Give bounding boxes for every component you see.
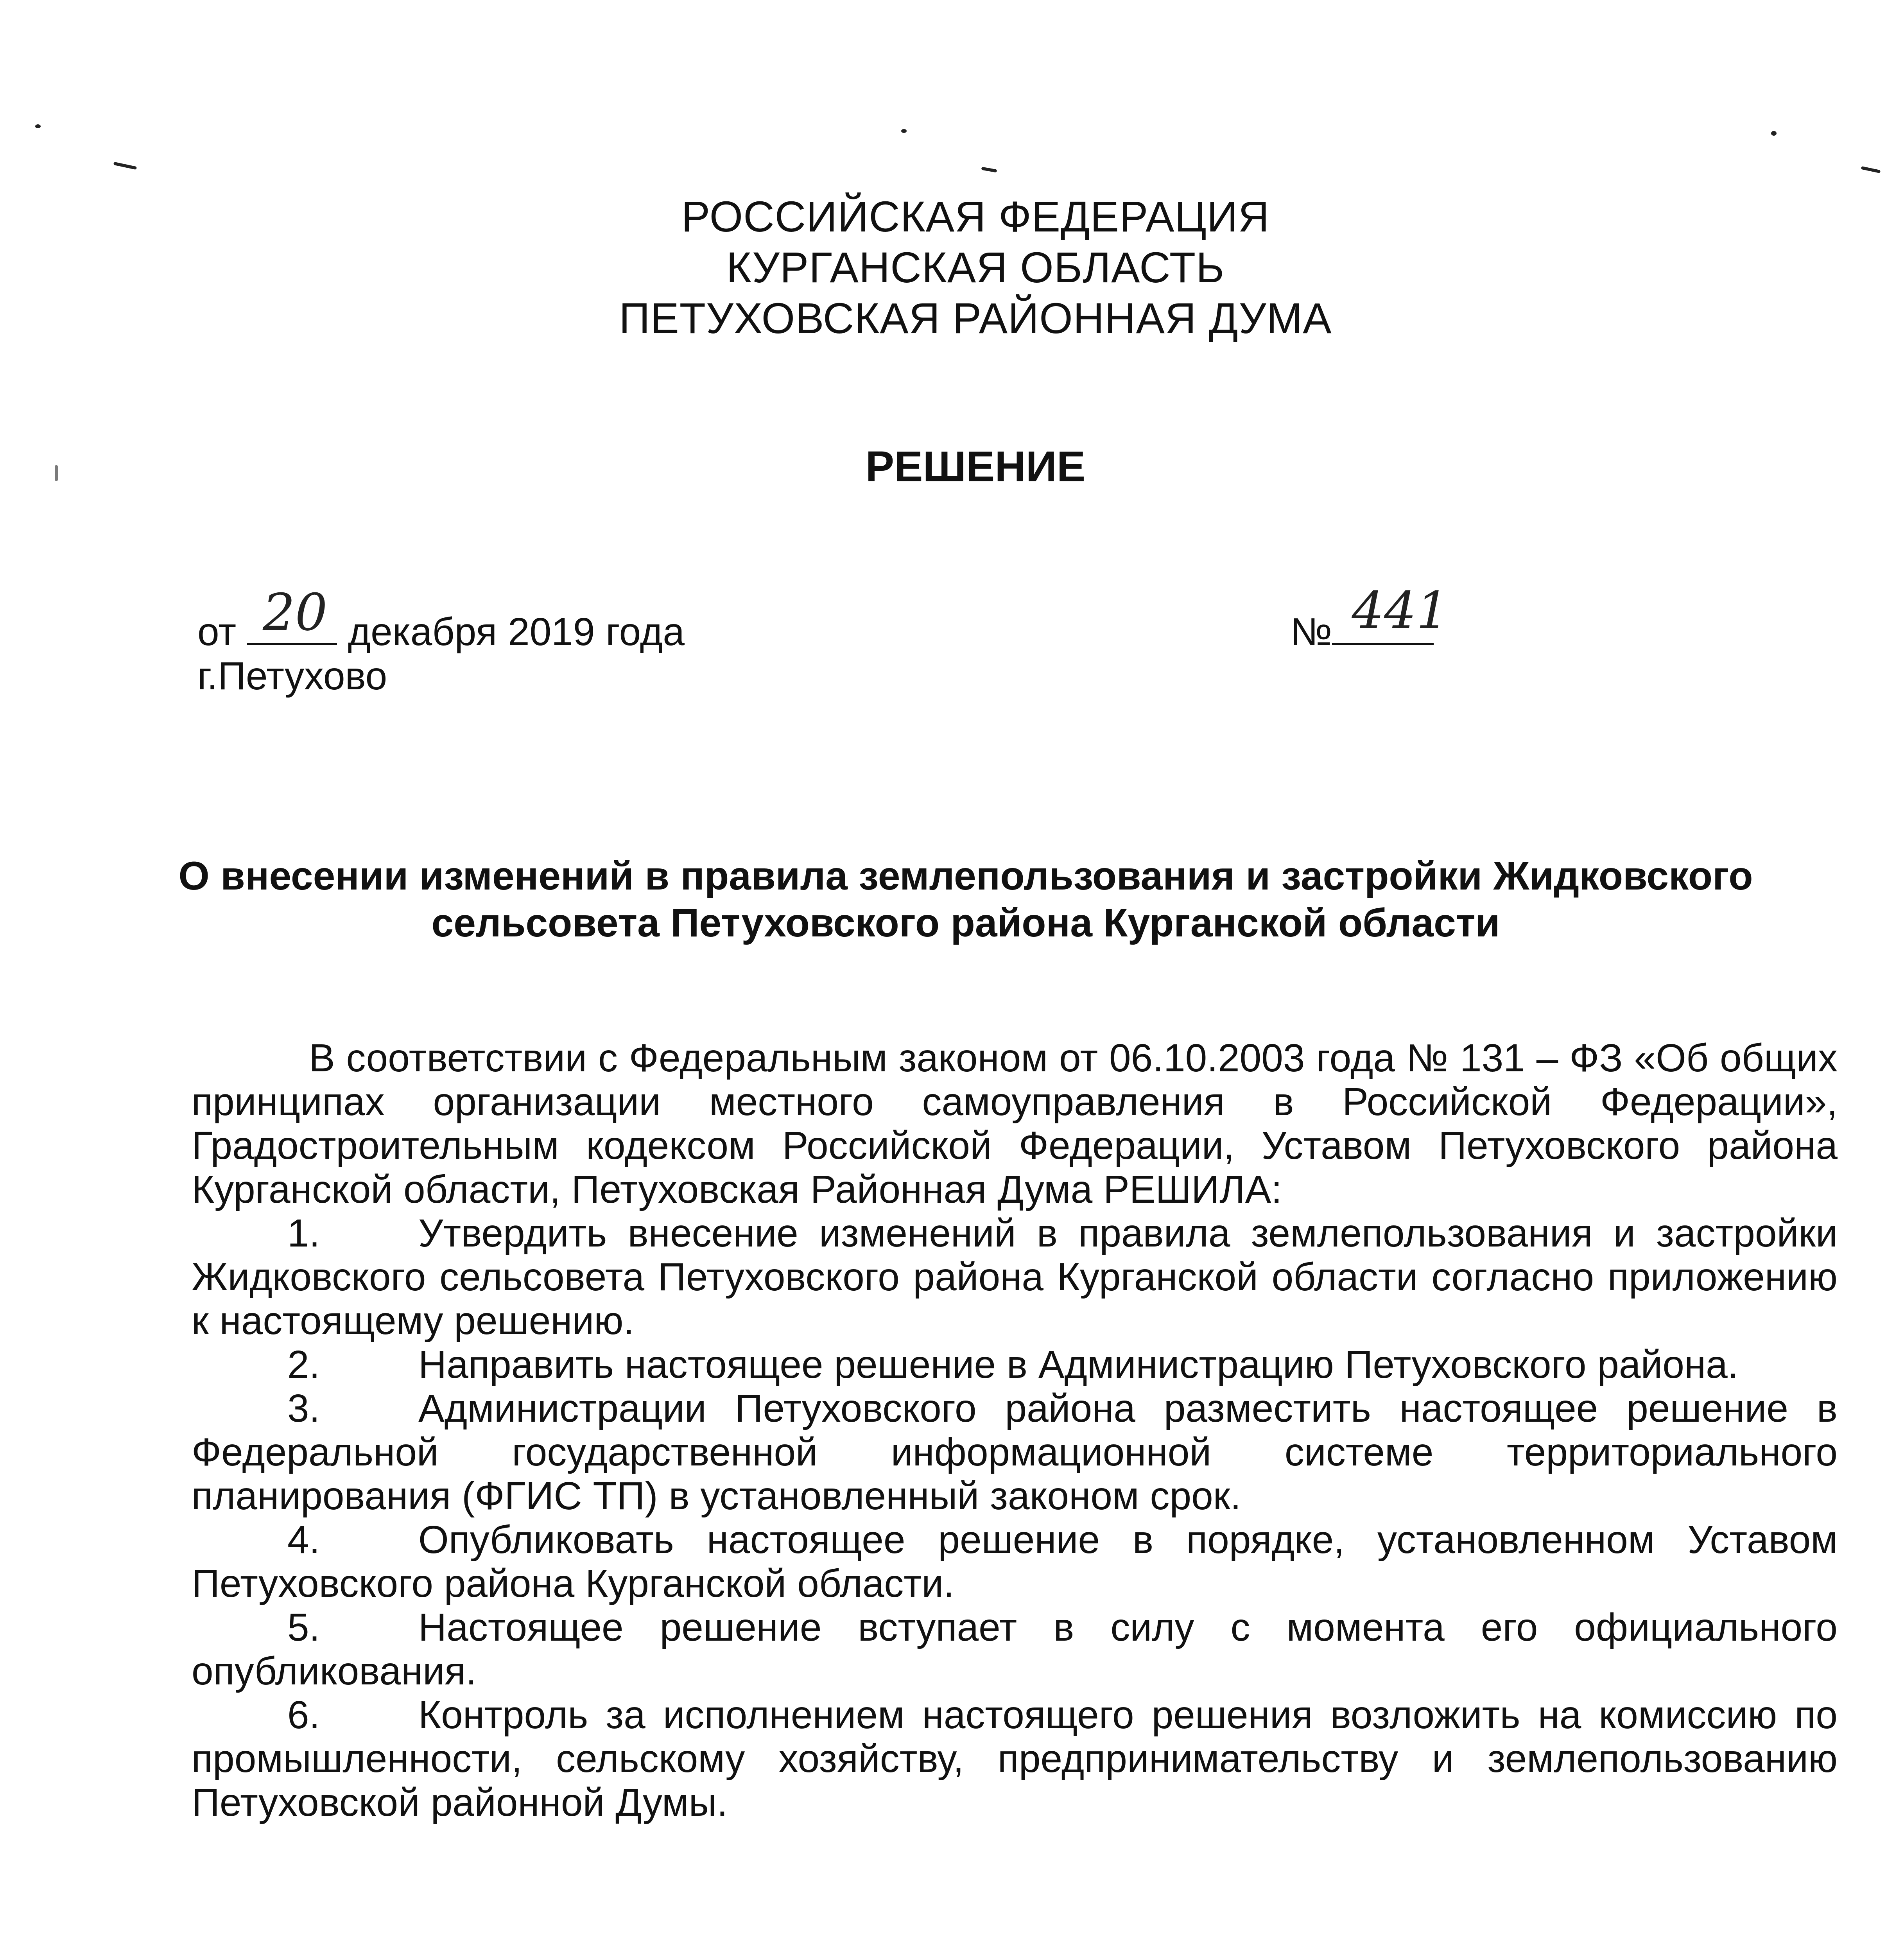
scan-speck xyxy=(113,162,137,170)
list-item xyxy=(192,1343,1838,1386)
list-item xyxy=(192,1386,1838,1518)
item-text: Администрации Петуховского района разместить настоящее решение в Федеральной государственной информационной системе территориального планирования (ФГИС ТП) в установленный законом срок. xyxy=(192,1386,1838,1518)
item-text: Контроль за исполнением настоящего решения возложить на комиссию по промышленности, сельскому хозяйству, предпринимательству и землепользованию Петуховской районной Думы. xyxy=(192,1693,1838,1824)
place: г.Петухово xyxy=(197,654,387,698)
decision-date xyxy=(197,583,685,655)
item-number: 4. xyxy=(287,1518,320,1562)
item-number: 2. xyxy=(287,1343,320,1386)
number-label: № xyxy=(1290,610,1332,654)
date-rest: декабря 2019 года xyxy=(348,610,685,654)
date-prefix: от xyxy=(197,610,237,654)
list-item xyxy=(192,1605,1838,1693)
date-day-field xyxy=(247,583,337,645)
item-text: Опубликовать настоящее решение в порядке, установленном Уставом Петуховского района Курганской области. xyxy=(192,1518,1838,1605)
number-handwritten: 441 xyxy=(1352,581,1449,640)
header-country: РОССИЙСКАЯ ФЕДЕРАЦИЯ xyxy=(681,193,1270,241)
item-text: Утвердить внесение изменений в правила землепользования и застройки Жидковского сельсовета Петуховского района Курганской области согласно приложению к настоящему решению. xyxy=(192,1211,1838,1343)
item-number: 5. xyxy=(287,1605,320,1649)
header-council: ПЕТУХОВСКАЯ РАЙОННАЯ ДУМА xyxy=(619,294,1332,343)
scan-speck xyxy=(1771,131,1777,136)
date-day-handwritten: 20 xyxy=(263,583,328,642)
list-item xyxy=(192,1211,1838,1343)
item-number: 6. xyxy=(287,1693,320,1737)
items-list xyxy=(192,1211,1838,1824)
decision-body xyxy=(192,1036,1838,1824)
title-line-1: О внесении изменений в правила землепользования и застройки Жидковского xyxy=(178,854,1753,898)
item-text: Направить настоящее решение в Администрацию Петуховского района. xyxy=(418,1343,1739,1386)
header-region: КУРГАНСКАЯ ОБЛАСТЬ xyxy=(726,244,1225,292)
list-item xyxy=(192,1693,1838,1824)
scan-speck xyxy=(1861,166,1881,173)
item-number: 1. xyxy=(287,1211,320,1255)
scan-speck xyxy=(35,124,41,128)
item-text: Настоящее решение вступает в силу с момента его официального опубликования. xyxy=(192,1605,1838,1693)
title-line-2: сельсовета Петуховского района Курганской области xyxy=(431,900,1500,945)
scan-speck xyxy=(901,129,907,133)
decision-number xyxy=(1290,581,1449,655)
list-item xyxy=(192,1518,1838,1605)
document-type: РЕШЕНИЕ xyxy=(865,443,1086,491)
number-field xyxy=(1332,581,1449,645)
preamble: В соответствии с Федеральным законом от 06.10.2003 года № 131 – ФЗ «Об общих принципах организации местного самоуправления в Российской Федерации», Градостроительным кодексом Российской Федерации, Уставом Петуховского района Курганской области, Петуховская Районная Дума РЕШИЛА: xyxy=(192,1036,1838,1211)
item-number: 3. xyxy=(287,1386,320,1430)
decision-title xyxy=(0,852,1904,946)
scan-speck xyxy=(981,167,997,173)
